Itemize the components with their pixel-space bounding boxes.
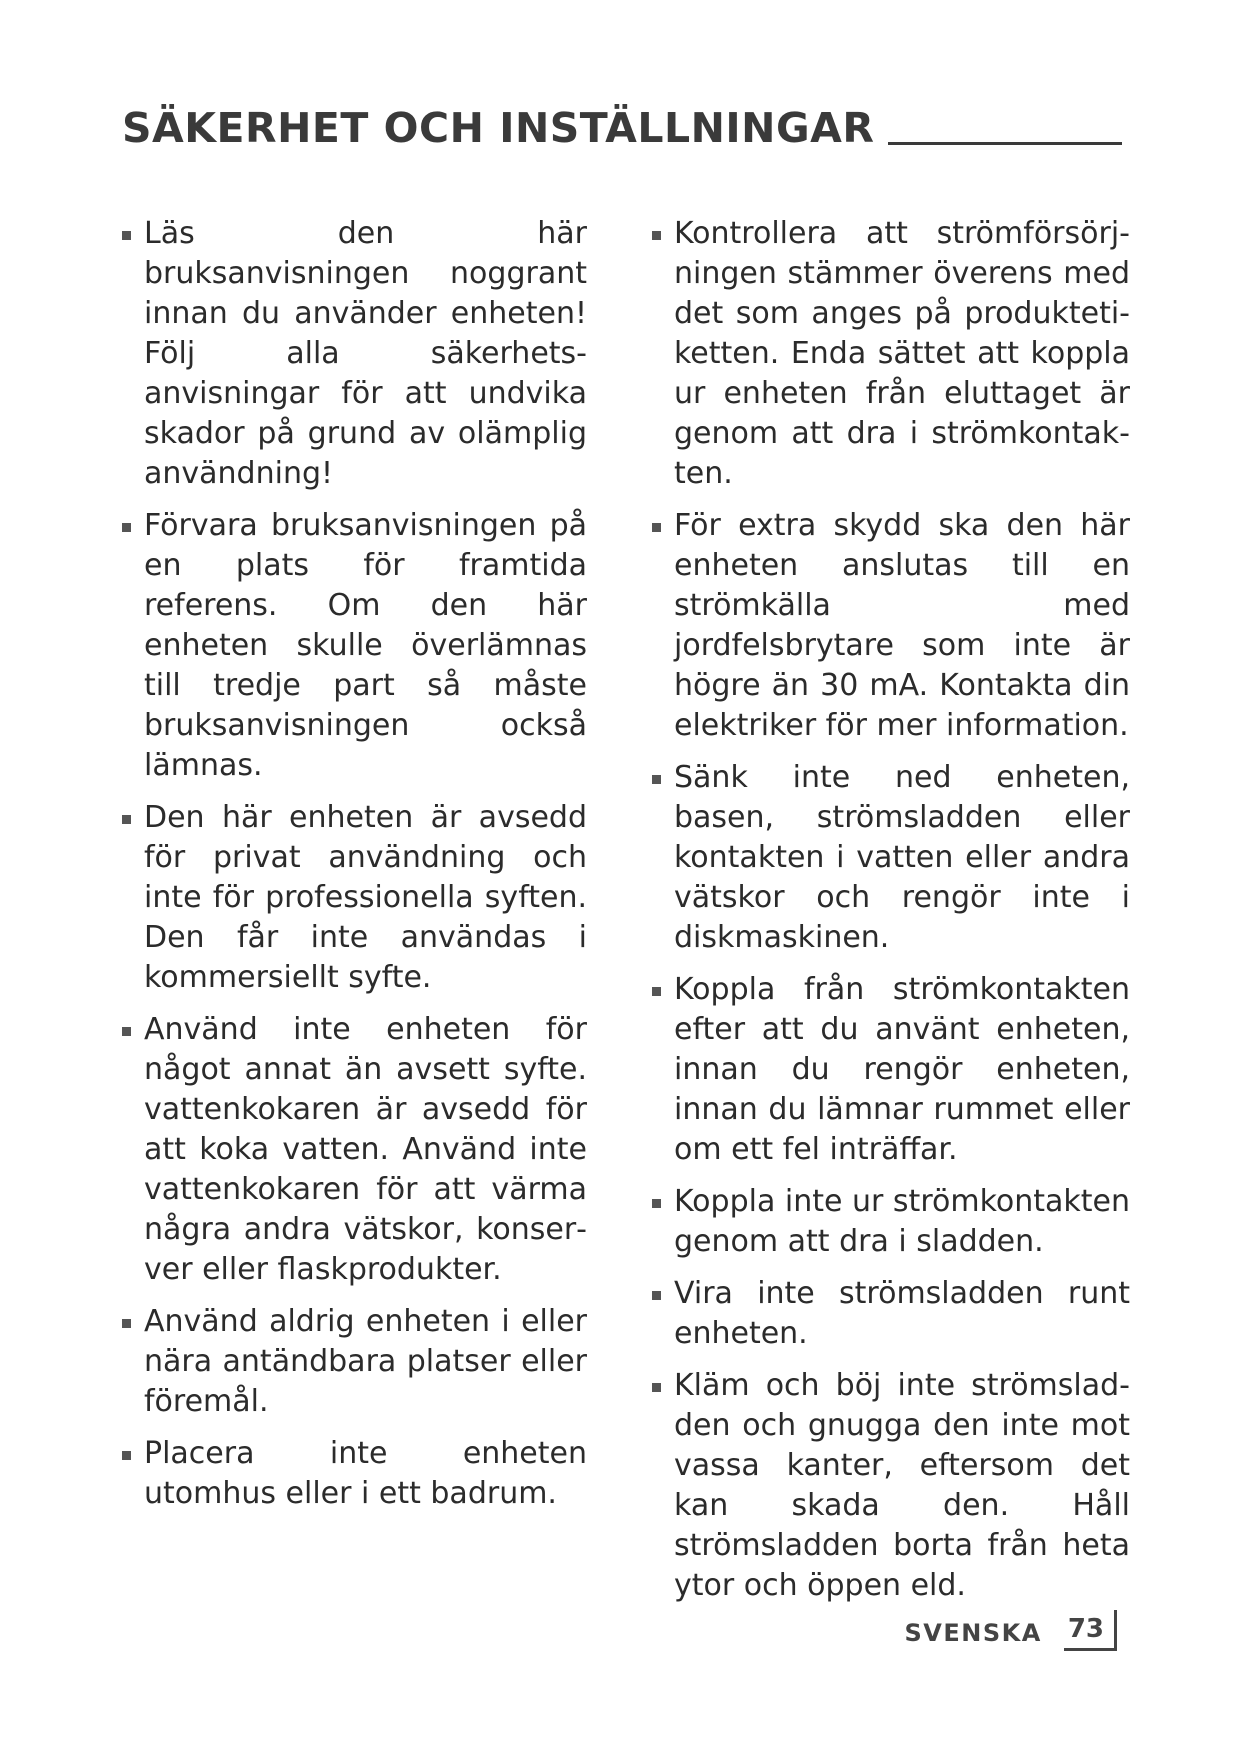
list-item	[122, 1302, 587, 1422]
list-item-text: Placera inte enheten utomhus eller i ett badrum.	[144, 1436, 587, 1511]
left-bullet-list	[122, 214, 587, 1514]
page-number: 73	[1064, 1610, 1117, 1651]
list-item	[122, 798, 587, 998]
square-bullet-icon	[652, 987, 661, 996]
square-bullet-icon	[122, 231, 131, 240]
page-footer	[905, 1610, 1117, 1651]
page-title: SÄKERHET OCH INSTÄLLNINGAR	[122, 104, 875, 152]
square-bullet-icon	[652, 1291, 661, 1300]
square-bullet-icon	[122, 523, 131, 532]
square-bullet-icon	[122, 1319, 131, 1328]
list-item-text: Koppla inte ur strömkontakten genom att dra i sladden.	[674, 1184, 1130, 1259]
list-item	[122, 506, 587, 786]
list-item-text: Kontrollera att strömförsörjningen stämmer överens med det som anges på produktetiketten. Enda sättet att koppla ur enheten från eluttaget är genom att dra i strömkontakten.	[674, 216, 1130, 491]
square-bullet-icon	[122, 1451, 131, 1460]
list-item-text: För extra skydd ska den här enheten anslutas till en strömkälla med jordfelsbrytare som inte är högre än 30 mA. Kontakta din elektriker för mer information.	[674, 508, 1130, 743]
square-bullet-icon	[652, 1383, 661, 1392]
list-item-text: Vira inte strömsladden runt enheten.	[674, 1276, 1130, 1351]
list-item	[122, 1010, 587, 1290]
list-item	[122, 214, 587, 494]
list-item	[652, 1274, 1130, 1354]
list-item	[652, 970, 1130, 1170]
list-item-text: Förvara bruksanvisningen på en plats för framtida referens. Om den här enheten skulle överlämnas till tredje part så måste bruksanvisningen också lämnas.	[144, 508, 587, 783]
square-bullet-icon	[652, 231, 661, 240]
left-column	[122, 214, 587, 1526]
square-bullet-icon	[652, 775, 661, 784]
list-item-text: Kläm och böj inte strömsladden och gnugga den inte mot vassa kanter, eftersom det kan skada den. Håll strömsladden borta från heta ytor och öppen eld.	[674, 1368, 1130, 1603]
square-bullet-icon	[122, 1027, 131, 1036]
list-item-text: Använd inte enheten för något annat än avsett syfte. vattenkokaren är avsedd för att koka vatten. Använd inte vattenkokaren för att värma några andra vätskor, konserver eller flaskprodukter.	[144, 1012, 587, 1287]
list-item	[652, 506, 1130, 746]
right-column	[652, 214, 1130, 1618]
list-item	[122, 1434, 587, 1514]
list-item	[652, 1182, 1130, 1262]
page-header	[122, 104, 1122, 152]
list-item	[652, 758, 1130, 958]
list-item	[652, 214, 1130, 494]
list-item-text: Läs den här bruksanvisningen noggrant innan du använder enheten! Följ alla säkerhetsanvisningar för att undvika skador på grund av olämplig användning!	[144, 216, 587, 491]
title-rule	[888, 142, 1122, 145]
list-item-text: Koppla från strömkontakten efter att du använt enheten, innan du rengör enheten, innan du lämnar rummet eller om ett fel inträffar.	[674, 972, 1130, 1167]
square-bullet-icon	[652, 1199, 661, 1208]
right-bullet-list	[652, 214, 1130, 1606]
square-bullet-icon	[122, 815, 131, 824]
list-item-text: Den här enheten är avsedd för privat användning och inte för professionella syften. Den får inte användas i kommersiellt syfte.	[144, 800, 587, 995]
square-bullet-icon	[652, 523, 661, 532]
list-item	[652, 1366, 1130, 1606]
list-item-text: Sänk inte ned enheten, basen, strömsladden eller kontakten i vatten eller andra vätskor och rengör inte i diskmaskinen.	[674, 760, 1130, 955]
list-item-text: Använd aldrig enheten i eller nära antändbara platser eller föremål.	[144, 1304, 587, 1419]
footer-language: SVENSKA	[904, 1619, 1042, 1647]
